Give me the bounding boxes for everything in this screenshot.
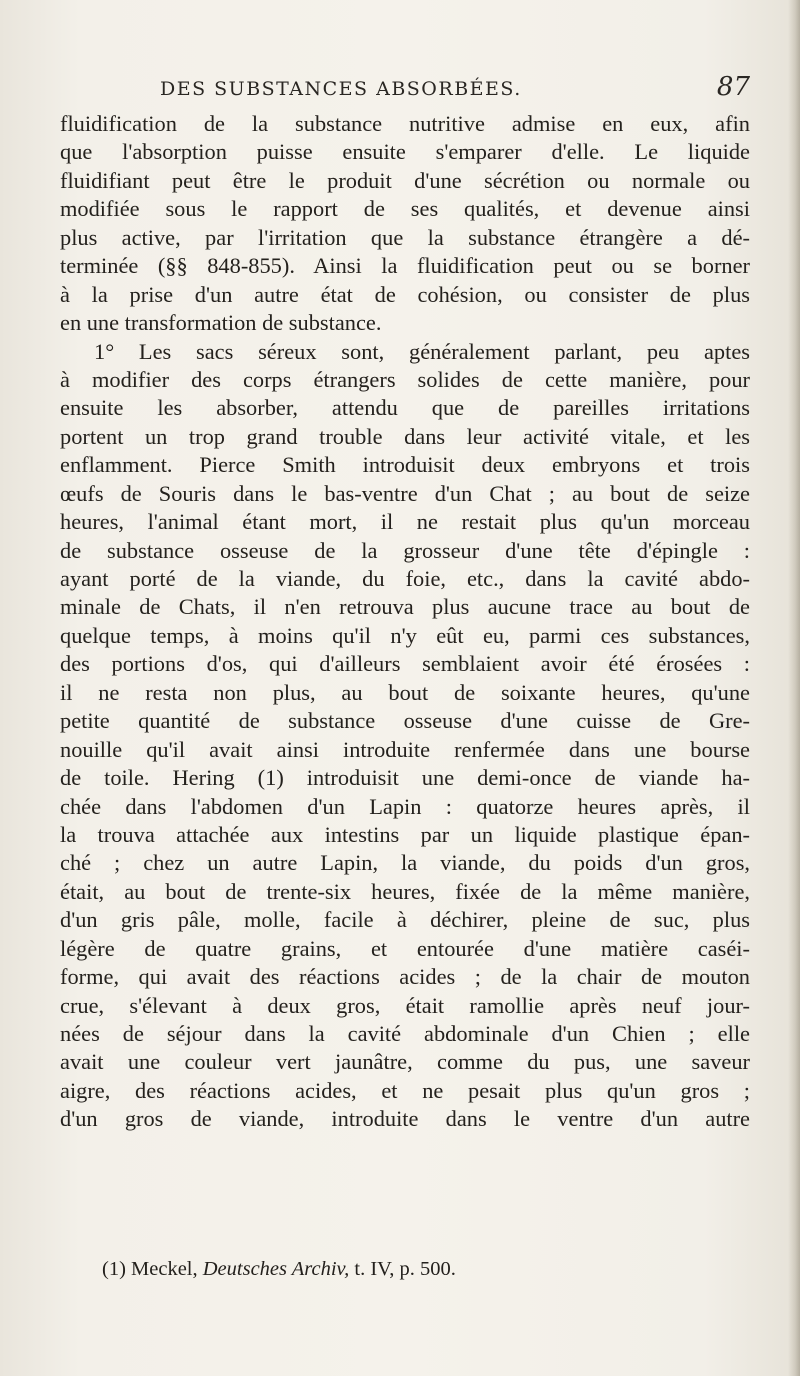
text-line: d'un gros de viande, introduite dans le ventre d'un autre (60, 1106, 750, 1132)
text-line: portent un trop grand trouble dans leur activité vitale, et les (60, 423, 750, 449)
text-line: d'un gris pâle, molle, facile à déchirer, pleine de suc, plus (60, 907, 750, 933)
text-line: fluidifiant peut être le produit d'une sécrétion ou normale ou (60, 167, 750, 193)
text-line: de toile. Hering (1) introduisit une demi-once de viande ha- (60, 765, 750, 791)
text-line: enflamment. Pierce Smith introduisit deux embryons et trois (60, 452, 750, 478)
text-line: terminée (§§ 848-855). Ainsi la fluidification peut ou se borner (60, 253, 750, 279)
text-line: était, au bout de trente-six heures, fixée de la même manière, (60, 878, 750, 904)
text-line: ensuite les absorber, attendu que de pareilles irritations (60, 395, 750, 421)
running-title: DES SUBSTANCES ABSORBÉES. (160, 78, 522, 100)
page-number: 87 (716, 72, 750, 102)
text-line: petite quantité de substance osseuse d'une cuisse de Gre- (60, 708, 750, 734)
text-line: à la prise d'un autre état de cohésion, ou consister de plus (60, 281, 750, 307)
text-line: crue, s'élevant à deux gros, était ramollie après neuf jour- (60, 992, 750, 1018)
page-edge-shadow (788, 0, 800, 1376)
text-line: aigre, des réactions acides, et ne pesait plus qu'un gros ; (60, 1077, 750, 1103)
text-line: il ne resta non plus, au bout de soixante heures, qu'une (60, 679, 750, 705)
text-line: légère de quatre grains, et entourée d'une matière caséi- (60, 935, 750, 961)
text-line: de substance osseuse de la grosseur d'une tête d'épingle : (60, 537, 750, 563)
running-head (100, 72, 750, 108)
text-line: que l'absorption puisse ensuite s'emparer d'elle. Le liquide (60, 139, 750, 165)
text-line: plus active, par l'irritation que la substance étrangère a dé- (60, 224, 750, 250)
text-line: heures, l'animal étant mort, il ne restait plus qu'un morceau (60, 509, 750, 535)
text-line: modifiée sous le rapport de ses qualités, et devenue ainsi (60, 196, 750, 222)
footnote-marker: (1) Meckel, (102, 1258, 198, 1280)
text-line: chée dans l'abdomen d'un Lapin : quatorze heures après, il (60, 793, 750, 819)
text-line: des portions d'os, qui d'ailleurs semblaient avoir été érosées : (60, 651, 750, 677)
text-line: nouille qu'il avait ainsi introduite renfermée dans une bourse (60, 736, 750, 762)
footnote (102, 1258, 456, 1281)
text-line: avait une couleur vert jaunâtre, comme du pus, une saveur (60, 1049, 750, 1075)
text-line: nées de séjour dans la cavité abdominale d'un Chien ; elle (60, 1021, 750, 1046)
text-line: minale de Chats, il n'en retrouva plus aucune trace au bout de (60, 594, 750, 620)
footnote-locator: t. IV, p. 500. (354, 1258, 456, 1280)
text-line: fluidification de la substance nutritive admise en eux, afin (60, 111, 750, 136)
text-line: ayant porté de la viande, du foie, etc., dans la cavité abdo- (60, 566, 750, 591)
text-line: à modifier des corps étrangers solides de cette manière, pour (60, 366, 750, 392)
text-line: la trouva attachée aux intestins par un liquide plastique épan- (60, 821, 750, 847)
text-line: quelque temps, à moins qu'il n'y eût eu, parmi ces substances, (60, 622, 750, 648)
text-line: 1° Les sacs séreux sont, généralement parlant, peu aptes (94, 338, 750, 364)
text-line: en une transformation de substance. (60, 310, 382, 336)
footnote-source: Deutsches Archiv, (202, 1258, 350, 1280)
text-line: forme, qui avait des réactions acides ; de la chair de mouton (60, 964, 750, 990)
body-text (60, 110, 750, 1134)
text-line: œufs de Souris dans le bas-ventre d'un Chat ; au bout de seize (60, 480, 750, 506)
text-line: ché ; chez un autre Lapin, la viande, du poids d'un gros, (60, 850, 750, 876)
